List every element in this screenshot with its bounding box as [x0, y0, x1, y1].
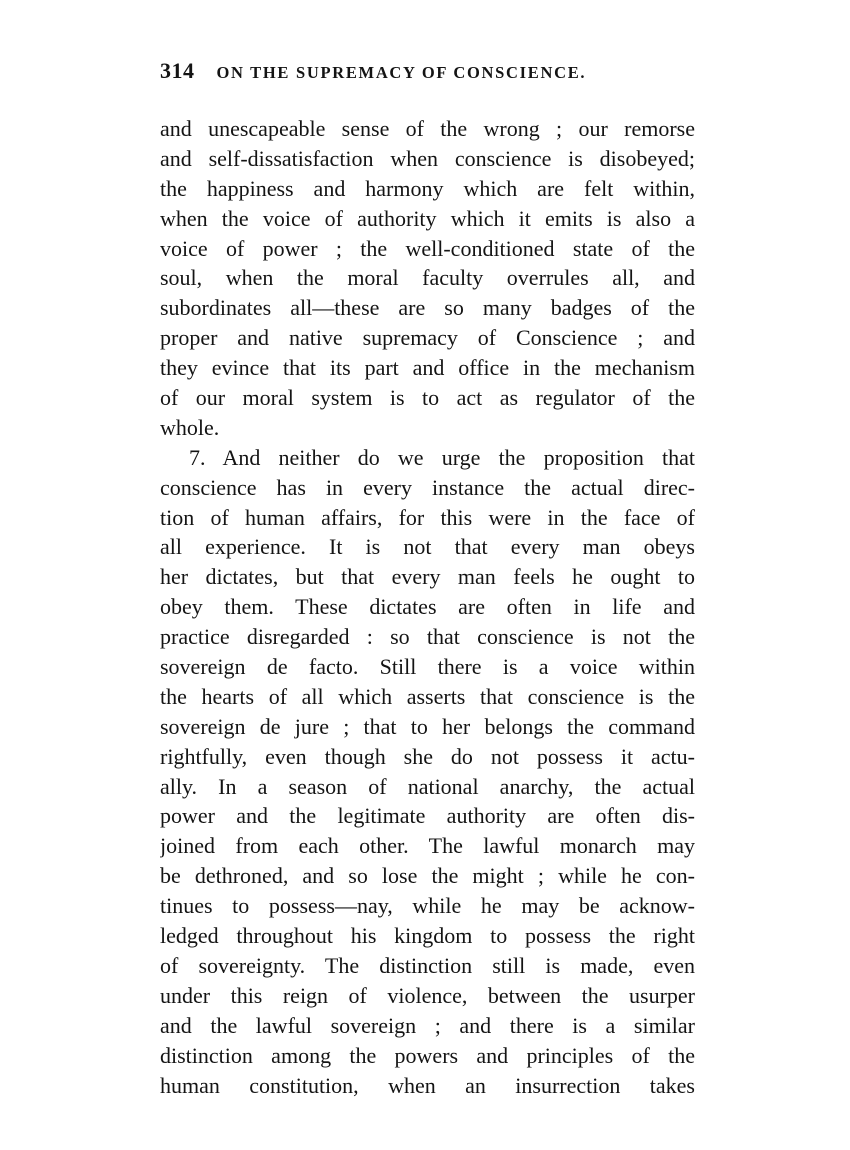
- text-line: sovereign de jure ; that to her belongs the command: [160, 713, 695, 739]
- text-line: human constitution, when an insurrection takes: [160, 1072, 695, 1098]
- running-head: [160, 58, 695, 94]
- text-line: and the lawful sovereign ; and there is a similar: [160, 1012, 695, 1038]
- text-line: of sovereignty. The distinction still is made, even: [160, 952, 695, 978]
- text-line: her dictates, but that every man feels he ought to: [160, 564, 695, 590]
- text-line: of our moral system is to act as regulator of the: [160, 385, 695, 411]
- text-line: when the voice of authority which it emits is also a: [160, 205, 695, 231]
- text-line: voice of power ; the well-conditioned state of the: [160, 235, 695, 261]
- page-number: 314: [160, 58, 195, 83]
- text-line: and unescapeable sense of the wrong ; our remorse: [160, 116, 695, 141]
- paragraph-end-line: whole.: [160, 414, 220, 440]
- text-line: soul, when the moral faculty overrules all, and: [160, 265, 695, 291]
- text-line: proper and native supremacy of Conscience ; and: [160, 325, 695, 351]
- running-title: ON THE SUPREMACY OF CONSCIENCE.: [216, 63, 587, 82]
- text-line: rightfully, even though she do not possess it actu-: [160, 743, 695, 769]
- text-line: sovereign de facto. Still there is a voice within: [160, 654, 695, 680]
- text-line: under this reign of violence, between the usurper: [160, 982, 695, 1008]
- text-line: subordinates all—these are so many badges of the: [160, 295, 695, 321]
- text-line: conscience has in every instance the actual direc-: [160, 474, 695, 500]
- text-line: the hearts of all which asserts that conscience is the: [160, 683, 695, 709]
- text-line: all experience. It is not that every man obeys: [160, 534, 695, 560]
- text-line: ally. In a season of national anarchy, the actual: [160, 773, 695, 799]
- text-line: the happiness and harmony which are felt within,: [160, 175, 695, 201]
- text-line: obey them. These dictates are often in life and: [160, 594, 695, 620]
- text-line: tion of human affairs, for this were in the face of: [160, 504, 695, 530]
- text-line: practice disregarded : so that conscience is not the: [160, 624, 695, 650]
- text-line: be dethroned, and so lose the might ; while he con-: [160, 863, 695, 889]
- text-line: tinues to possess—nay, while he may be acknow-: [160, 893, 695, 919]
- book-page: [160, 58, 695, 1100]
- text-line: joined from each other. The lawful monarch may: [160, 833, 695, 859]
- text-line: and self-dissatisfaction when conscience is disobeyed;: [160, 145, 695, 171]
- text-line: power and the legitimate authority are often dis-: [160, 803, 695, 829]
- text-line: distinction among the powers and principles of the: [160, 1042, 695, 1068]
- text-line: ledged throughout his kingdom to possess the right: [160, 923, 695, 949]
- paragraph-start-line: 7. And neither do we urge the proposition that: [189, 444, 695, 470]
- text-line: they evince that its part and office in the mechanism: [160, 355, 695, 381]
- body-text: [160, 114, 695, 1100]
